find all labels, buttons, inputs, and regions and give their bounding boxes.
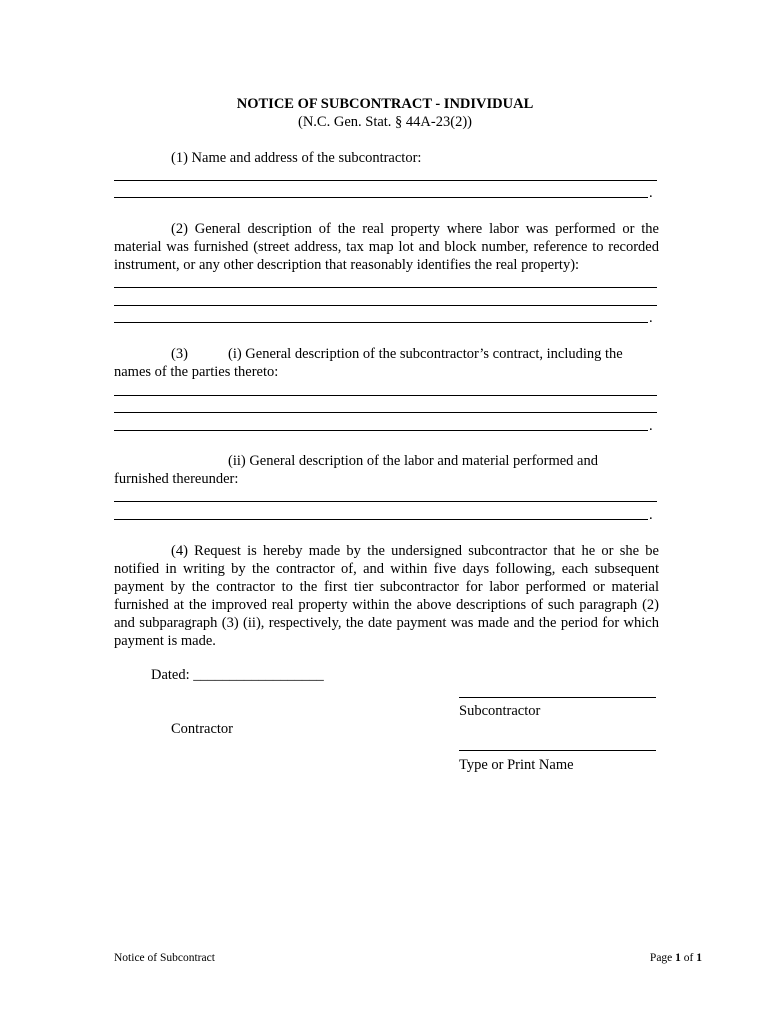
subcontractor-signature-line[interactable] bbox=[459, 697, 656, 698]
blank-line[interactable] bbox=[114, 180, 657, 181]
blank-line[interactable] bbox=[114, 287, 657, 288]
line-end-period: . bbox=[649, 310, 653, 326]
section-3-text-continued: names of the parties thereto: bbox=[114, 364, 279, 380]
subcontractor-label: Subcontractor bbox=[459, 703, 541, 719]
section-1-label: (1) Name and address of the subcontractor: bbox=[171, 150, 422, 166]
document-title: NOTICE OF SUBCONTRACT - INDIVIDUAL bbox=[236, 96, 534, 112]
section-4-text: (4) Request is hereby made by the undersigned subcontractor that he or she be notified in writing by the contractor of, and within five days following, each subsequent payment by the contractor to the first tier subcontractor for labor performed or material furnished at the improved real property within the above descriptions of such paragraph (2) and subparagraph (3) (ii), respectively, the date payment was made and the period for which payment is made. bbox=[114, 543, 659, 649]
type-print-name-label: Type or Print Name bbox=[459, 757, 574, 773]
blank-line[interactable] bbox=[114, 395, 657, 396]
page-prefix: Page bbox=[649, 952, 676, 964]
blank-line[interactable] bbox=[114, 430, 648, 431]
page-current: 1 bbox=[675, 952, 681, 964]
blank-line[interactable] bbox=[114, 501, 657, 502]
blank-line[interactable] bbox=[114, 412, 657, 413]
section-2-text: (2) General description of the real property where labor was performed or the material was furnished (street address, tax map lot and block number, reference to recorded instrument, or any other description that reasonably identifies the real property): bbox=[114, 221, 659, 273]
print-name-line[interactable] bbox=[459, 750, 656, 751]
line-end-period: . bbox=[649, 185, 653, 201]
dated-field[interactable]: Dated: __________________ bbox=[151, 667, 324, 683]
section-3-ii-text-continued: furnished thereunder: bbox=[114, 471, 239, 487]
page-total: 1 bbox=[696, 952, 702, 964]
section-3-number: (3) bbox=[171, 346, 188, 362]
blank-line[interactable] bbox=[114, 197, 648, 198]
statute-citation: (N.C. Gen. Stat. § 44A-23(2)) bbox=[298, 114, 472, 130]
blank-line[interactable] bbox=[114, 305, 657, 306]
line-end-period: . bbox=[649, 507, 653, 523]
contractor-label: Contractor bbox=[171, 721, 234, 737]
footer-document-name: Notice of Subcontract bbox=[114, 952, 215, 964]
section-3-text: (i) General description of the subcontractor’s contract, including the bbox=[228, 346, 623, 362]
blank-line[interactable] bbox=[114, 322, 648, 323]
section-3-ii-text: (ii) General description of the labor and material performed and bbox=[228, 453, 598, 469]
line-end-period: . bbox=[649, 418, 653, 434]
page-of: of bbox=[680, 952, 697, 964]
footer-page-number bbox=[650, 949, 702, 967]
blank-line[interactable] bbox=[114, 519, 648, 520]
